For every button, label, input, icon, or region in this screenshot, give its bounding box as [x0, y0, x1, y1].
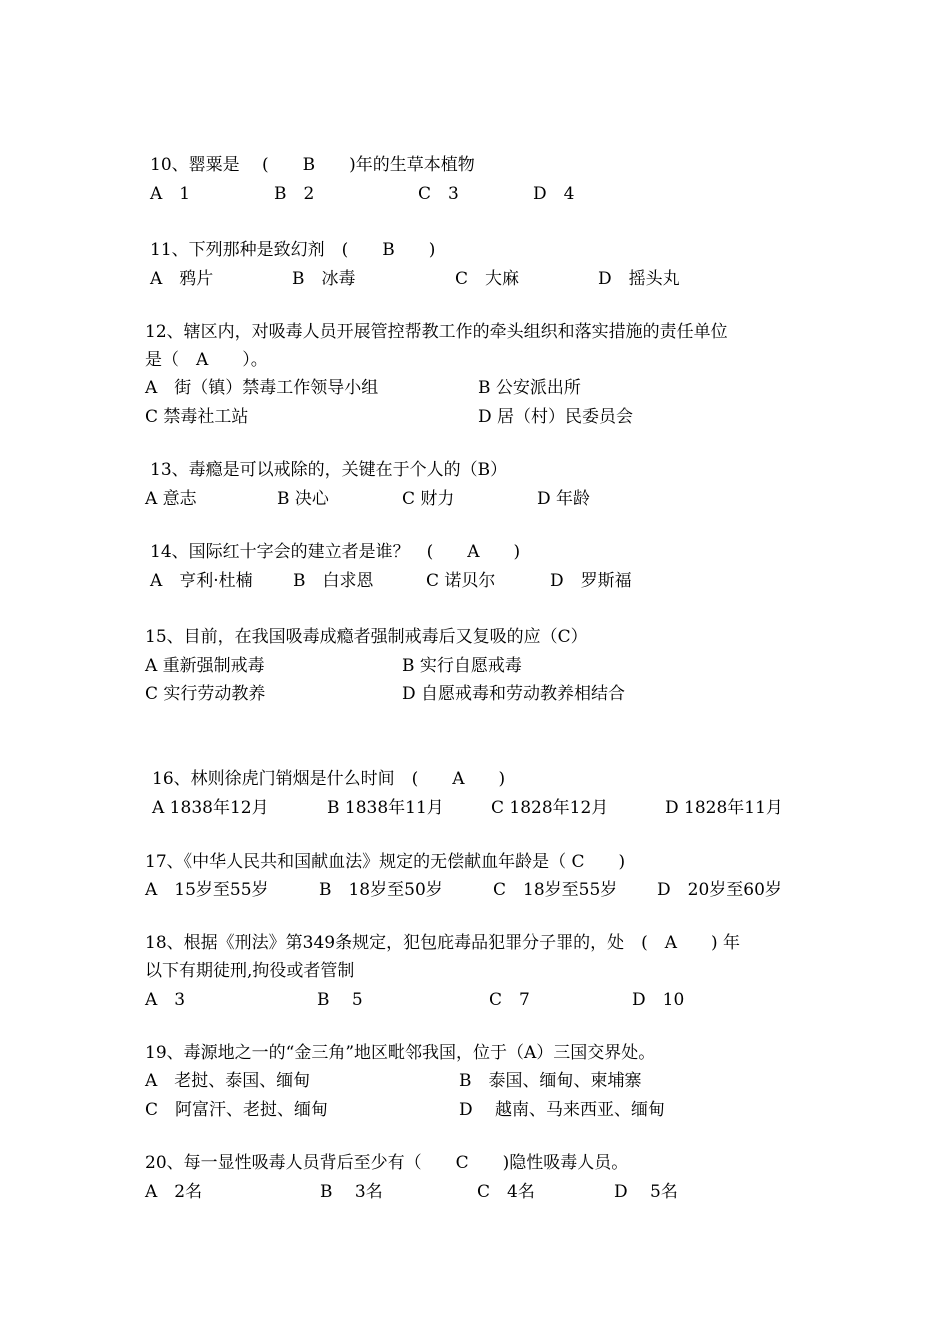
- question-12-option-c: C 禁毒社工站: [145, 407, 249, 427]
- question-15-option-b: B 实行自愿戒毒: [402, 656, 522, 676]
- question-20-option-c: C 4名: [477, 1182, 535, 1202]
- question-16-option-d: D 1828年11月: [665, 798, 783, 818]
- question-14-option-d: D 罗斯福: [550, 571, 632, 591]
- question-16-option-a: A 1838年12月: [152, 798, 269, 818]
- question-11-text: 11、下列那种是致幻剂 ( B ): [150, 240, 436, 260]
- question-17-option-b: B 18岁至50岁: [319, 880, 443, 900]
- question-11-option-b: B 冰毒: [292, 269, 356, 289]
- question-11-option-c: C 大麻: [455, 269, 520, 289]
- question-10-option-c: C 3: [418, 184, 459, 204]
- question-14-text: 14、国际红十字会的建立者是谁？ ( A ): [150, 542, 521, 562]
- question-18-option-b: B 5: [317, 990, 363, 1010]
- question-10-option-d: D 4: [533, 184, 575, 204]
- question-18-option-a: A 3: [145, 990, 186, 1010]
- question-18-option-d: D 10: [632, 990, 685, 1010]
- question-18-text-line-2: 以下有期徒刑,拘役或者管制: [145, 961, 355, 981]
- question-19-option-a: A 老挝、泰国、缅甸: [145, 1071, 311, 1091]
- question-12-text-line-1: 12、辖区内，对吸毒人员开展管控帮教工作的牵头组织和落实措施的责任单位: [145, 322, 728, 342]
- question-19-option-c: C 阿富汗、老挝、缅甸: [145, 1100, 329, 1120]
- question-13-option-d: D 年龄: [537, 489, 591, 509]
- question-16-option-c: C 1828年12月: [491, 798, 609, 818]
- question-12-option-b: B 公安派出所: [478, 378, 581, 398]
- question-18-option-c: C 7: [489, 990, 530, 1010]
- question-19-option-d: D 越南、马来西亚、缅甸: [459, 1100, 666, 1120]
- question-16-option-b: B 1838年11月: [327, 798, 444, 818]
- question-10-option-b: B 2: [274, 184, 315, 204]
- question-13-option-c: C 财力: [402, 489, 455, 509]
- question-14-option-b: B 白求恩: [293, 571, 374, 591]
- question-14-option-a: A 亨利·杜楠: [150, 571, 253, 591]
- question-13-option-a: A 意志: [145, 489, 197, 509]
- question-17-option-d: D 20岁至60岁: [657, 880, 782, 900]
- question-17-option-a: A 15岁至55岁: [145, 880, 269, 900]
- question-19-option-b: B 泰国、缅甸、柬埔寨: [459, 1071, 642, 1091]
- question-13-text: 13、毒瘾是可以戒除的，关键在于个人的（B）: [150, 460, 508, 480]
- question-15-text: 15、目前，在我国吸毒成瘾者强制戒毒后又复吸的应（C）: [145, 627, 588, 647]
- question-11-option-a: A 鸦片: [150, 269, 214, 289]
- question-17-option-c: C 18岁至55岁: [493, 880, 618, 900]
- question-12-option-d: D 居（村）民委员会: [478, 407, 634, 427]
- question-10-option-a: A 1: [150, 184, 191, 204]
- question-13-option-b: B 决心: [277, 489, 329, 509]
- question-20-text: 20、每一显性吸毒人员背后至少有（ C )隐性吸毒人员。: [145, 1153, 629, 1173]
- question-20-option-b: B 3名: [320, 1182, 383, 1202]
- question-15-option-d: D 自愿戒毒和劳动教养相结合: [402, 684, 626, 704]
- question-11-option-d: D 摇头丸: [598, 269, 680, 289]
- question-16-text: 16、林则徐虎门销烟是什么时间 ( A ): [152, 769, 506, 789]
- question-15-option-c: C 实行劳动教养: [145, 684, 266, 704]
- question-15-option-a: A 重新强制戒毒: [145, 656, 265, 676]
- question-12-option-a: A 街（镇）禁毒工作领导小组: [145, 378, 379, 398]
- question-14-option-c: C 诺贝尔: [426, 571, 496, 591]
- question-10-text: 10、罂粟是 ( B )年的生草本植物: [150, 155, 475, 175]
- question-18-text-line-1: 18、根据《刑法》第349条规定，犯包庇毒品犯罪分子罪的，处 ( A ) 年: [145, 933, 741, 953]
- question-17-text: 17、《中华人民共和国献血法》规定的无偿献血年龄是（ C ): [145, 852, 626, 872]
- question-12-text-line-2: 是（ A ）。: [145, 350, 268, 370]
- question-20-option-d: D 5名: [614, 1182, 678, 1202]
- question-20-option-a: A 2名: [145, 1182, 203, 1202]
- question-19-text: 19、毒源地之一的“金三角”地区毗邻我国，位于（A）三国交界处。: [145, 1043, 656, 1063]
